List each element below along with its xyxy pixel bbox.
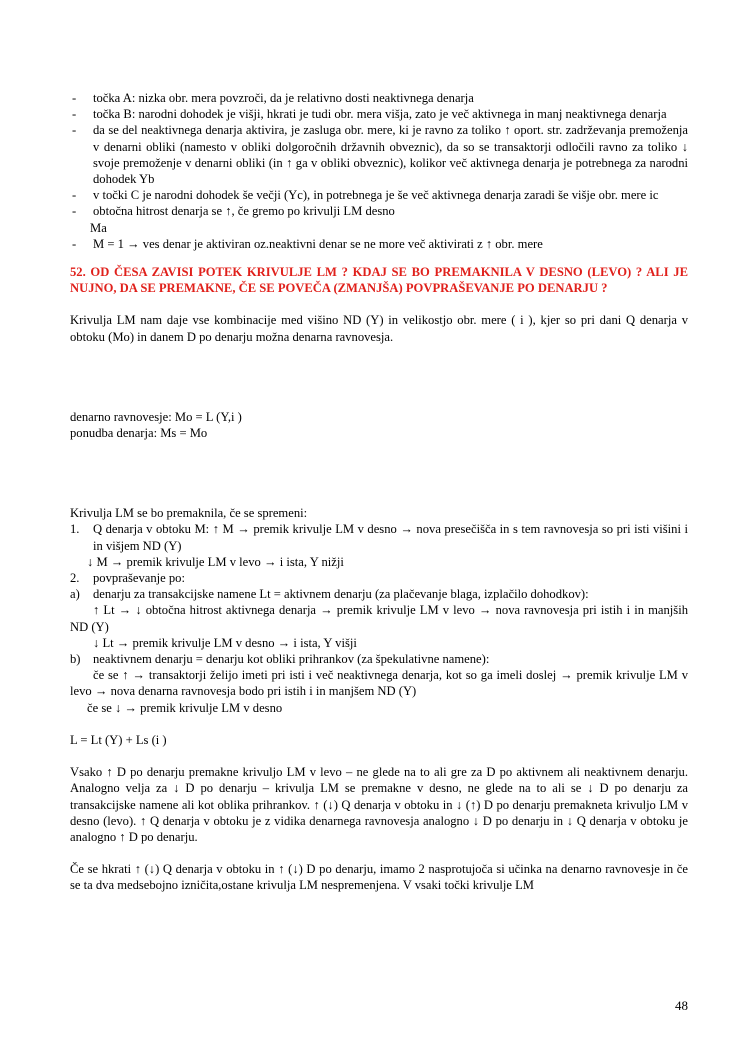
list-text: Q denarja v obtoku M: ↑ M → premik krivulje LM v desno → nova presečišča in s tem ravnovesja so pri isti višini i in višjem ND (Y) (93, 522, 688, 553)
list-item-b-sub2: če se ↓ → premik krivulje LM v desno (87, 700, 283, 715)
bullet-text: točka B: narodni dohodek je višji, hkrati je tudi obr. mera višja, zato je več aktivnega in manj neaktivnega denarja (93, 107, 667, 122)
bullet-all-active (70, 236, 688, 252)
list-item-b-sub1: če se ↑ → transaktorji želijo imeti pri isti i več neaktivnega denarja, kot so ga imeli doslej → premik krivulje LM v levo → nova denarna ravnovesja bodo pri istih i in manjšem ND (Y) (70, 668, 688, 699)
equation-liquidity: L = Lt (Y) + Ls (i ) (70, 732, 167, 747)
list-text: denarju za transakcijske namene Lt = aktivnem denarju (za plačevanje blaga, izplačilo dohodkov): (93, 587, 589, 602)
page-content (70, 90, 688, 894)
list-number: 2. (70, 571, 80, 586)
bullet-point-a (70, 90, 688, 106)
list-letter: a) (70, 587, 80, 602)
bullet-text: točka A: nizka obr. mera povzroči, da je relativno dosti neaktivnega denarja (93, 91, 474, 105)
list-item-2 (70, 570, 688, 586)
list-number: 1. (70, 522, 80, 537)
bullet-text: da se del neaktivnega denarja aktivira, je zasluga obr. mere, ki je ravno za toliko ↑ oport. str. zadrževanja premoženja v denarni obliki (namesto v obliki dolgoročnih državnih obveznic), da so se transaktorji odločili ravno za toliko ↓ svoje premoženje v denarni obliki (in ↑ ga v obliki obveznic), kolikor več aktivnega denarja je potrebnega za narodni dohodek Yb (93, 123, 688, 187)
shift-intro: Krivulja LM se bo premaknila, če se spremeni: (70, 506, 308, 521)
bullet-dash: - (72, 107, 77, 122)
question-heading: 52. OD ČESA ZAVISI POTEK KRIVULJE LM ? KDAJ SE BO PREMAKNILA V DESNO (LEVO) ? ALI JE NUJNO, DA SE PREMAKNE, ČE SE POVEČA (ZMANJŠA) POVPRAŠEVANJE PO DENARJU ? (70, 265, 688, 296)
bullet-text: v točki C je narodni dohodek še večji (Yc), in potrebnega je še več aktivnega denarja zaradi še višje obr. mere ic (93, 188, 659, 203)
list-item-b (70, 651, 688, 667)
list-text: neaktivnem denarju = denarju kot obliki prihrankov (za špekulativne namene): (93, 652, 490, 667)
equation-equilibrium: denarno ravnovesje: Mo = L (Y,i ) (70, 409, 242, 424)
bullet-dash: - (72, 123, 77, 138)
bullet-activation (70, 122, 688, 187)
list-item-1 (70, 521, 688, 553)
list-item-a-sub1: ↑ Lt → ↓ obtočna hitrost aktivnega denarja → premik krivulje LM v levo → nova ravnovesja pri istih i in manjših ND (Y) (70, 603, 688, 634)
intro-paragraph: Krivulja LM nam daje vse kombinacije med višino ND (Y) in velikostjo obr. mere ( i ), kjer so pri dani Q denarja v obtoku (Mo) in danem D po denarju možna denarna ravnovesja. (70, 313, 688, 344)
paragraph-demand-shift: Vsako ↑ D po denarju premakne krivuljo LM v levo – ne glede na to ali gre za D po aktivnem ali neaktivnem denarju. Analogno velja za ↓ D po denarju – krivulja LM se premakne v desno, ne glede na to ali se ↓ D po denarju za transakcijske namene ali kot oblika prihrankov. ↑ (↓) Q denarja v obtoku in ↓ (↑) D po denarju premakneta krivuljo LM v desno (levo). ↑ Q denarja v obtoku je z vidika denarnega ravnovesja analogno ↓ D po denarju in ↓ Q denarja v obtoku je analogno ↑ D po denarju. (70, 765, 688, 844)
bullet-velocity (70, 203, 688, 219)
bullet-text: obtočna hitrost denarja se ↑, če gremo po krivulji LM desno (93, 204, 395, 219)
list-item-a-sub2: ↓ Lt → premik krivulje LM v desno → i ista, Y višji (93, 635, 357, 650)
list-letter: b) (70, 652, 81, 667)
equation-supply: ponudba denarja: Ms = Mo (70, 426, 208, 441)
list-text: povpraševanje po: (93, 571, 185, 586)
page-number: 48 (675, 998, 688, 1013)
bullet-dash: - (72, 188, 77, 203)
list-item-a (70, 586, 688, 602)
list-item-1-sub: ↓ M → premik krivulje LM v levo → i ista, Y nižji (87, 554, 344, 569)
bullet-point-c (70, 187, 688, 203)
paragraph-offsetting: Če se hkrati ↑ (↓) Q denarja v obtoku in ↑ (↓) D po denarju, imamo 2 nasprotujoča si učinka na denarno ravnovesje in če se ta dva medsebojno izničita,ostane krivulja LM nespremenjena. V vsaki točki krivulje LM (70, 862, 688, 893)
bullet-point-b (70, 106, 688, 122)
bullet-dash: - (72, 91, 77, 105)
ratio-subscript: Ma (90, 220, 107, 235)
bullet-dash: - (72, 204, 77, 219)
bullet-text: M = 1 → ves denar je aktiviran oz.neaktivni denar se ne more več aktivirati z ↑ obr. mere (93, 236, 543, 251)
bullet-dash: - (72, 236, 77, 251)
